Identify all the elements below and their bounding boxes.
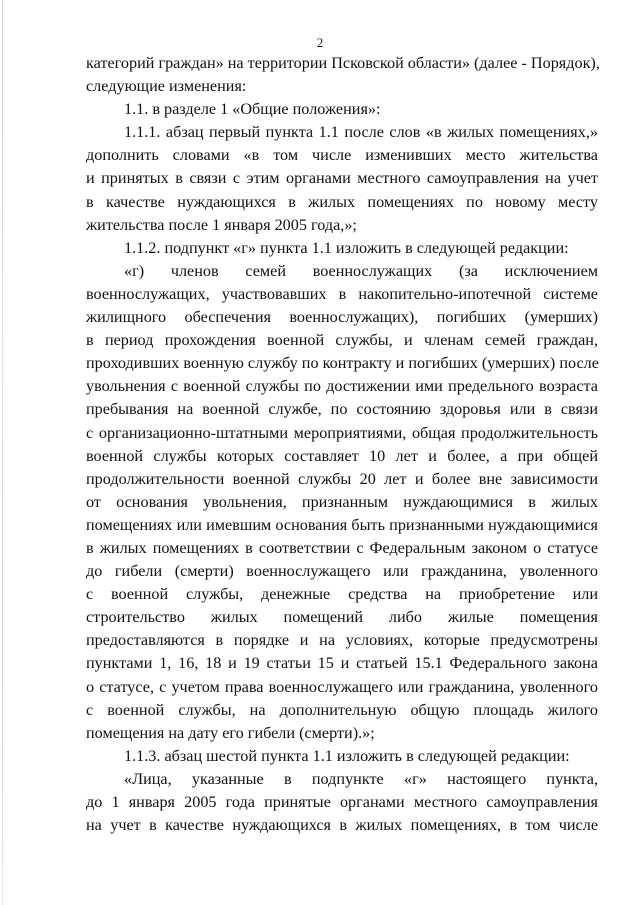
text-line: с организационно-штатными мероприятиями, общая продолжительность <box>86 423 598 442</box>
text-line: военной службы которых составляет 10 лет и более, а при общей <box>86 446 598 465</box>
text-line: до гибели (смерти) военнослужащего или гражданина, уволенного <box>86 562 598 581</box>
text-line: проходивших военную службу по контракту и погибших (умерших) после <box>86 354 599 373</box>
text-line: продолжительности военной службы 20 лет и более вне зависимости <box>86 469 598 488</box>
text-line: с военной службы, денежные средства на приобретение или <box>86 585 598 604</box>
text-line: предоставляются в порядке и на условиях, которые предусмотрены <box>86 631 598 650</box>
text-line: до 1 января 2005 года принятые органами местного самоуправления <box>86 793 598 811</box>
text-line: пунктами 1, 16, 18 и 19 статьи 15 и статьей 15.1 Федерального закона <box>86 654 598 673</box>
text-line: пребывания на военной службе, по состоянию здоровья или в связи <box>86 400 598 419</box>
text-line: 1.1. в разделе 1 «Общие положения»: <box>124 100 381 119</box>
text-line: с военной службы, на дополнительную общую площадь жилого <box>86 700 598 719</box>
page-number: 2 <box>316 35 324 50</box>
text-line: в качестве нуждающихся в жилых помещениях по новому месту <box>86 192 598 211</box>
text-line: строительство жилых помещений либо жилые помещения <box>86 608 598 627</box>
text-line: 1.1.2. подпункт «г» пункта 1.1 изложить в следующей редакции: <box>124 238 569 257</box>
text-line: и принятых в связи с этим органами местного самоуправления на учет <box>86 169 598 188</box>
text-line: в жилых помещениях в соответствии с Федеральным законом о статусе <box>86 538 598 557</box>
document-body <box>86 52 598 837</box>
text-line: жилищного обеспечения военнослужащих), погибших (умерших) <box>86 308 598 327</box>
text-line: военнослужащих, участвовавших в накопительно-ипотечной системе <box>86 284 598 303</box>
text-line: помещениях или имевшим основания быть признанными нуждающимися <box>86 515 598 534</box>
text-line: жительства после 1 января 2005 года,»; <box>86 215 357 234</box>
text-line: 1.1.3. абзац шестой пункта 1.1 изложить в следующей редакции: <box>124 746 570 765</box>
scan-edge-line <box>2 0 3 905</box>
text-line: на учет в качестве нуждающихся в жилых помещениях, в том числе <box>86 816 598 835</box>
text-line: следующие изменения: <box>86 77 247 96</box>
text-line: от основания увольнения, признанным нуждающимися в жилых <box>86 492 598 511</box>
text-line: категорий граждан» на территории Псковской области» (далее - Порядок), <box>86 54 600 72</box>
text-line: дополнить словами «в том числе изменивших место жительства <box>86 146 598 165</box>
text-line: увольнения с военной службы по достижении ими предельного возраста <box>86 377 598 396</box>
text-line: 1.1.1. абзац первый пункта 1.1 после слов «в жилых помещениях,» <box>124 123 598 142</box>
text-line: в период прохождения военной службы, и членам семей граждан, <box>86 331 598 350</box>
text-line: «г) членов семей военнослужащих (за исключением <box>124 261 598 280</box>
text-line: помещения на дату его гибели (смерти).»; <box>86 723 375 742</box>
text-line: о статусе, с учетом права военнослужащего или гражданина, уволенного <box>86 677 598 696</box>
text-line: «Лица, указанные в подпункте «г» настоящего пункта, <box>124 769 598 788</box>
